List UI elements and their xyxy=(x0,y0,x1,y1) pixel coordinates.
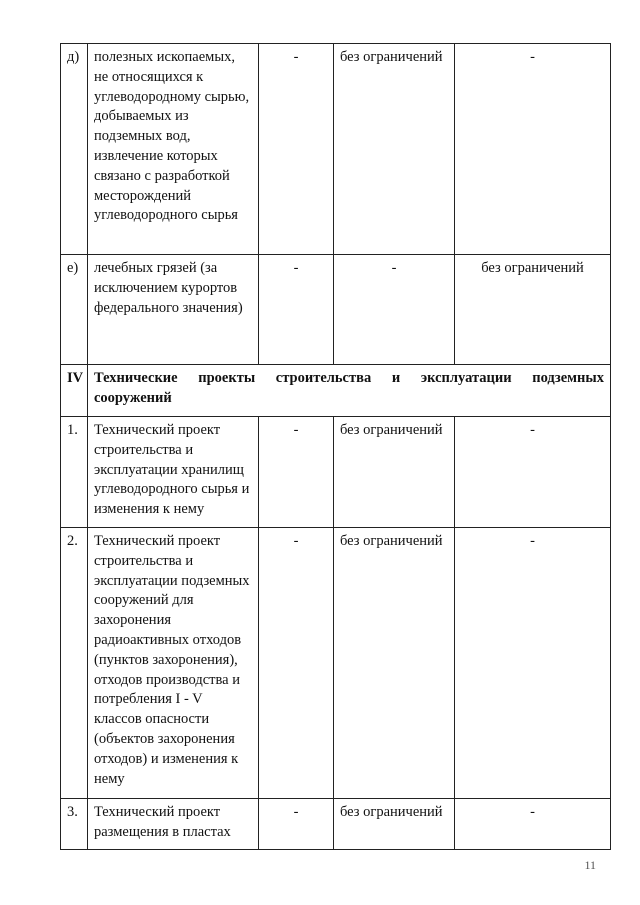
table-row xyxy=(61,44,611,255)
section-title-line: сооружений xyxy=(94,389,172,406)
section-title-line: Технические проекты строительства и эксплуатации подземных xyxy=(94,370,604,386)
row-col5: - xyxy=(455,417,611,528)
table-row xyxy=(61,528,611,799)
row-col4: без ограничений xyxy=(334,44,455,255)
row-col3: - xyxy=(259,799,334,850)
table-row xyxy=(61,417,611,528)
row-col3: - xyxy=(259,255,334,365)
row-description: Технический проект размещения в пластах xyxy=(88,799,259,850)
row-col3: - xyxy=(259,528,334,799)
row-col3: - xyxy=(259,417,334,528)
row-number: 3. xyxy=(61,799,88,850)
row-description: полезных ископаемых, не относящихся к углеводородному сырью, добываемых из подземных вод, извлечение которых связано с разработкой месторождений углеводородного сырья xyxy=(88,44,259,255)
section-number: IV xyxy=(61,365,88,417)
row-number: 1. xyxy=(61,417,88,528)
row-col5: - xyxy=(455,44,611,255)
page-number: 11 xyxy=(584,858,596,872)
row-col4: - xyxy=(334,255,455,365)
row-number: е) xyxy=(61,255,88,365)
row-col5: без ограничений xyxy=(455,255,611,365)
row-description: Технический проект строительства и эксплуатации подземных сооружений для захоронения радиоактивных отходов (пунктов захоронения), отходов производства и потребления I - V классов опасности (объектов захоронения отходов) и изменения к нему xyxy=(88,528,259,799)
section-row xyxy=(61,365,611,417)
row-number: д) xyxy=(61,44,88,255)
row-col4: без ограничений xyxy=(334,799,455,850)
row-col5: - xyxy=(455,528,611,799)
row-description: Технический проект строительства и эксплуатации хранилищ углеводородного сырья и изменения к нему xyxy=(88,417,259,528)
section-title xyxy=(88,365,611,417)
table-row xyxy=(61,799,611,850)
row-number: 2. xyxy=(61,528,88,799)
document-table xyxy=(60,43,611,850)
row-col5: - xyxy=(455,799,611,850)
row-col4: без ограничений xyxy=(334,528,455,799)
row-col3: - xyxy=(259,44,334,255)
row-col4: без ограничений xyxy=(334,417,455,528)
table-row xyxy=(61,255,611,365)
row-description: лечебных грязей (за исключением курортов федерального значения) xyxy=(88,255,259,365)
